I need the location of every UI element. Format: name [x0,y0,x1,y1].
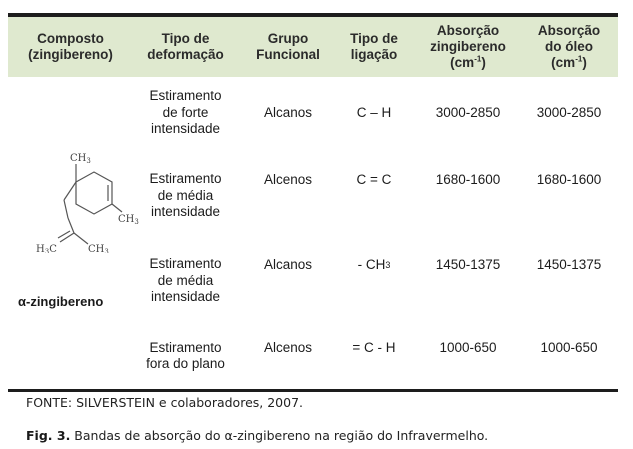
cell-abs-oleo-1: 3000-2850 [536,104,602,120]
cell-abs-zing-4: 1000-650 [439,339,497,355]
cell-deformacao-3: Estiramento de média intensidade [149,256,222,305]
header-tipo-ligacao: Tipo de ligação [350,31,398,62]
header-absorcao-oleo: Absorção do óleo $(cm^{-1})$ [537,23,601,70]
header-absorcao-zingibereno: Absorção zingibereno $(cm^{-1})$ [430,23,506,70]
cell-deformacao-2: Estiramento de média intensidade [149,171,222,220]
cell-deformacao-4: Estiramento fora do plano [146,339,225,371]
cell-ligacao-3: - CH 3 [357,256,391,272]
cell-abs-oleo-2: 1680-1600 [536,171,602,187]
header-tipo-deformacao: Tipo de deformação [147,31,224,62]
ch3-right-label: $CH_3$ [118,214,139,226]
cell-abs-zing-1: 3000-2850 [435,104,501,120]
zingiberene-structure-diagram [32,148,142,253]
cell-abs-zing-2: 1680-1600 [435,171,501,187]
header-composto: Composto (zingibereno) [28,31,113,62]
cell-abs-zing-3: 1450-1375 [435,256,501,272]
ch3-top-label: $CH_3$ [70,153,91,165]
cell-grupo-3: Alcanos [263,256,313,272]
compound-name: α-zingibereno [18,294,104,309]
figure-caption [26,428,488,443]
cell-ligacao-1: C – H [356,104,392,120]
cell-grupo-2: Alcenos [263,171,313,187]
cell-ligacao-4: = C - H [352,339,396,355]
cell-ligacao-2: C = C [356,171,392,187]
figure-caption-text: Bandas de absorção do α-zingibereno na região do Infravermelho. [70,428,489,443]
figure-label: Fig. 3. [26,428,71,443]
source-note: FONTE: SILVERSTEIN e colaboradores, 2007. [26,395,304,410]
header-grupo-funcional: Grupo Funcional [256,31,320,62]
cell-deformacao-1: Estiramento de forte intensidade [149,88,222,137]
cell-abs-oleo-4: 1000-650 [540,339,598,355]
cell-abs-oleo-3: 1450-1375 [536,256,602,272]
h3c-left-label: $H_3C$ [36,244,57,253]
ch3-bottom-label: $CH_3$ [88,244,109,253]
cell-grupo-4: Alcenos [263,339,313,355]
cell-grupo-1: Alcanos [263,104,313,120]
table-bottom-rule [8,389,618,392]
